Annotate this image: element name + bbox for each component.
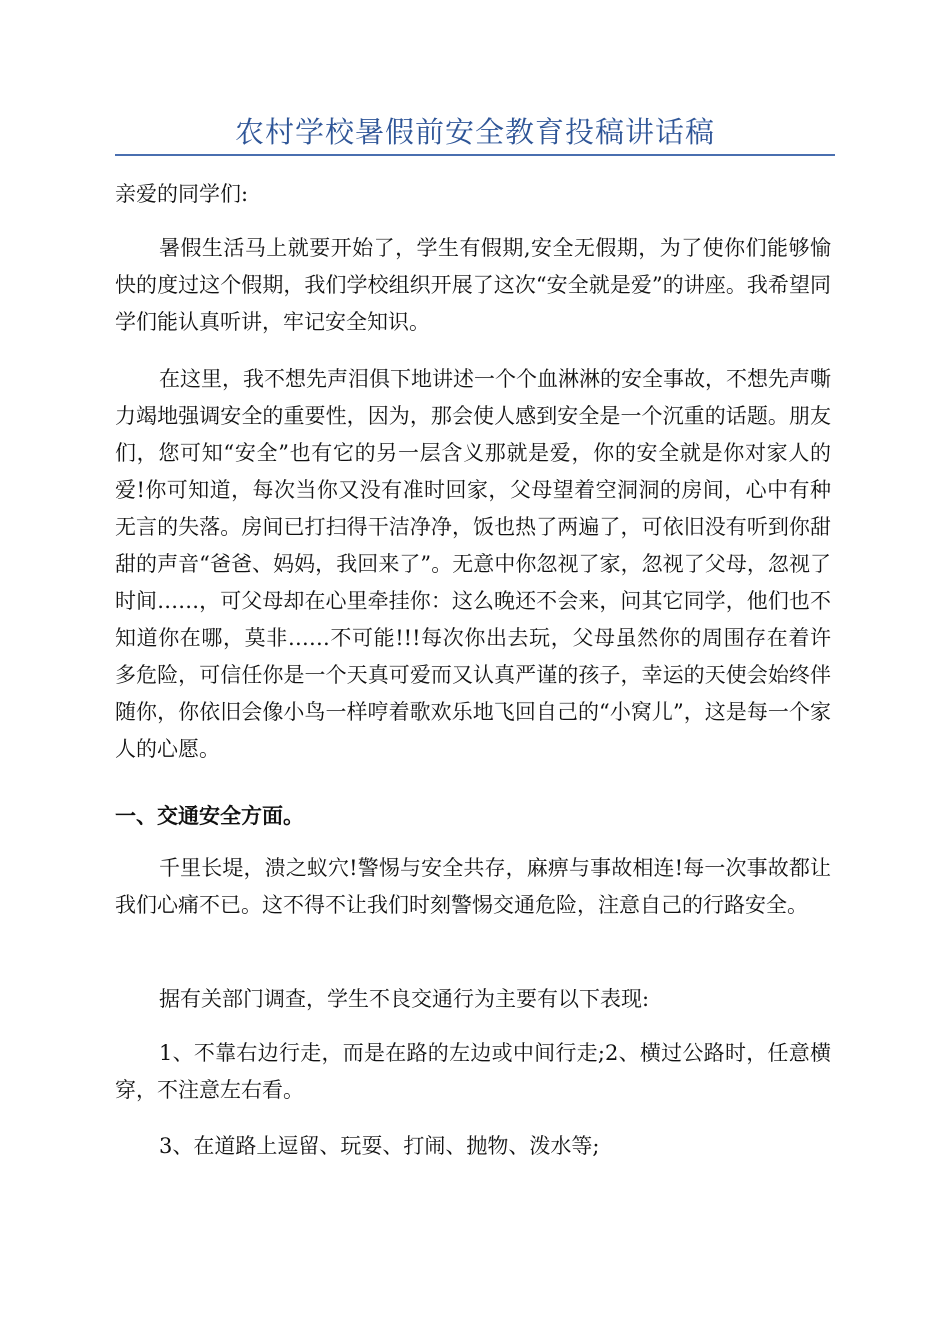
- paragraph-safety-love: 在这里，我不想先声泪俱下地讲述一个个血淋淋的安全事故，不想先声嘶力竭地强调安全的重要性，因为，那会使人感到安全是一个沉重的话题。朋友们，您可知“安全”也有它的另一层含义那就是爱，你的安全就是你对家人的爱!你可知道，每次当你又没有准时回家，父母望着空洞洞的房间，心中有种无言的失落。房间已打扫得干洁净净，饭也热了两遍了，可依旧没有听到你甜甜的声音“爸爸、妈妈，我回来了”。无意中你忽视了家，忽视了父母，忽视了时间……，可父母却在心里牵挂你：这么晚还不会来，问其它同学，他们也不知道你在哪，莫非……不可能!!!每次你出去玩，父母虽然你的周围存在着许多危险，可信任你是一个天真可爱而又认真严谨的孩子，幸运的天使会始终伴随你，你依旧会像小鸟一样哼着歌欢乐地飞回自己的“小窝儿”，这是每一个家人的心愿。: [115, 367, 831, 761]
- paragraph-survey: 据有关部门调查，学生不良交通行为主要有以下表现:: [159, 987, 650, 1011]
- greeting: 亲爱的同学们:: [115, 182, 249, 206]
- paragraph-behavior-1-2: 1、不靠右边行走，而是在路的左边或中间行走;2、横过公路时，任意横穿，不注意左右看。: [115, 1041, 831, 1102]
- paragraph-intro: 暑假生活马上就要开始了，学生有假期,安全无假期，为了使你们能够愉快的度过这个假期，我们学校组织开展了这次“安全就是爱”的讲座。我希望同学们能认真听讲，牢记安全知识。: [115, 236, 831, 334]
- section-heading-traffic: 一、交通安全方面。: [115, 803, 304, 828]
- title-underline: [115, 154, 835, 156]
- document-title: 农村学校暑假前安全教育投稿讲话稿: [234, 115, 715, 149]
- paragraph-traffic-warning: 千里长堤，溃之蚁穴!警惕与安全共存，麻痹与事故相连!每一次事故都让我们心痛不已。这不得不让我们时刻警惕交通危险，注意自己的行路安全。: [115, 856, 831, 917]
- paragraph-behavior-3: 3、在道路上逗留、玩耍、打闹、抛物、泼水等;: [159, 1134, 600, 1158]
